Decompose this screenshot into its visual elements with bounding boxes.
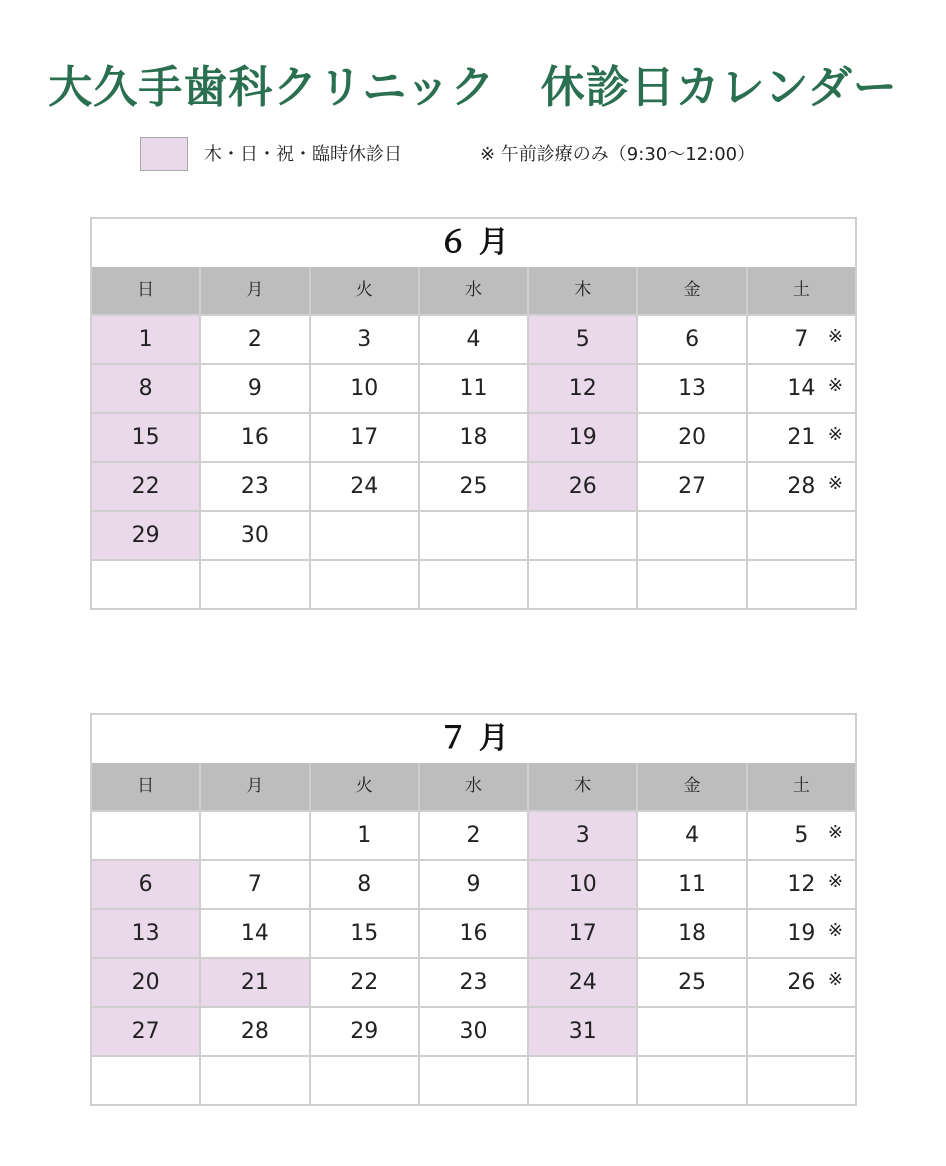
weekday-header: 月	[201, 267, 308, 314]
calendar-day	[92, 512, 199, 559]
morning-only-mark: ※	[827, 326, 843, 347]
calendar-day	[201, 512, 308, 559]
day-number: 3	[575, 823, 590, 848]
day-number: 27	[678, 474, 707, 499]
day-number: 18	[459, 425, 488, 450]
calendar-grid	[92, 267, 855, 608]
day-number: 24	[568, 970, 597, 995]
calendar-day	[748, 861, 855, 908]
day-number: 25	[459, 474, 488, 499]
morning-only-mark: ※	[827, 375, 843, 396]
calendar-day	[311, 463, 418, 510]
day-number: 15	[131, 425, 160, 450]
calendar-day	[638, 414, 745, 461]
day-number: 1	[357, 823, 372, 848]
calendar-empty-cell	[92, 812, 199, 859]
morning-only-mark: ※	[827, 822, 843, 843]
calendar-day	[92, 463, 199, 510]
day-number: 14	[240, 921, 269, 946]
day-number: 22	[131, 474, 160, 499]
calendar-day	[748, 959, 855, 1006]
calendar-day	[92, 414, 199, 461]
calendar-day	[201, 861, 308, 908]
calendar-empty-cell	[201, 812, 308, 859]
calendar-day	[748, 463, 855, 510]
calendar-day	[529, 414, 636, 461]
calendar-empty-cell	[529, 512, 636, 559]
day-number: 5	[794, 823, 809, 848]
calendar-empty-cell	[92, 1057, 199, 1104]
day-number: 7	[247, 872, 262, 897]
calendar-empty-cell	[748, 1057, 855, 1104]
calendar-june	[90, 217, 857, 610]
calendar-day	[420, 910, 527, 957]
calendar-empty-cell	[748, 1008, 855, 1055]
day-number: 12	[568, 376, 597, 401]
calendar-day	[420, 316, 527, 363]
calendar-day	[420, 365, 527, 412]
day-number: 17	[350, 425, 379, 450]
calendar-day	[311, 861, 418, 908]
month-title: ７ 月	[438, 721, 509, 756]
calendar-empty-cell	[638, 1057, 745, 1104]
calendar-day	[529, 316, 636, 363]
calendar-day	[638, 861, 745, 908]
calendar-day	[92, 1008, 199, 1055]
day-number: 30	[240, 523, 269, 548]
calendar-day	[201, 316, 308, 363]
day-number: 16	[459, 921, 488, 946]
calendar-day	[201, 910, 308, 957]
calendar-day	[311, 812, 418, 859]
weekday-header: 水	[420, 763, 527, 810]
day-number: 10	[568, 872, 597, 897]
weekday-header: 月	[201, 763, 308, 810]
calendar-empty-cell	[311, 561, 418, 608]
calendar-day	[638, 463, 745, 510]
calendar-day	[529, 910, 636, 957]
morning-only-mark: ※	[827, 920, 843, 941]
day-number: 5	[575, 327, 590, 352]
morning-only-mark: ※	[827, 871, 843, 892]
calendar-day	[529, 812, 636, 859]
calendar-day	[638, 812, 745, 859]
calendar-day	[420, 414, 527, 461]
calendar-day	[92, 910, 199, 957]
calendar-grid	[92, 763, 855, 1104]
day-number: 4	[466, 327, 481, 352]
calendar-day	[92, 959, 199, 1006]
calendar-empty-cell	[748, 512, 855, 559]
calendar-day	[201, 959, 308, 1006]
day-number: 21	[240, 970, 269, 995]
day-number: 28	[240, 1019, 269, 1044]
day-number: 19	[568, 425, 597, 450]
day-number: 27	[131, 1019, 160, 1044]
calendar-empty-cell	[638, 561, 745, 608]
calendar-day	[638, 959, 745, 1006]
calendar-day	[92, 861, 199, 908]
day-number: 19	[787, 921, 816, 946]
day-number: 6	[685, 327, 700, 352]
day-number: 8	[357, 872, 372, 897]
day-number: 6	[138, 872, 153, 897]
calendar-empty-cell	[638, 512, 745, 559]
day-number: 26	[568, 474, 597, 499]
day-number: 11	[459, 376, 488, 401]
calendar-day	[420, 463, 527, 510]
weekday-header: 木	[529, 267, 636, 314]
morning-only-note: ※ 午前診療のみ（9:30～12:00）	[480, 144, 756, 165]
day-number: 1	[138, 327, 153, 352]
calendar-day	[748, 316, 855, 363]
calendar-day	[529, 861, 636, 908]
calendar-day	[748, 812, 855, 859]
calendar-day	[311, 414, 418, 461]
day-number: 16	[240, 425, 269, 450]
calendar-day	[748, 414, 855, 461]
calendar-empty-cell	[311, 1057, 418, 1104]
day-number: 21	[787, 425, 816, 450]
calendar-day	[748, 910, 855, 957]
closed-day-legend-swatch	[140, 137, 188, 171]
calendar-day	[311, 1008, 418, 1055]
calendar-day	[748, 365, 855, 412]
day-number: 24	[350, 474, 379, 499]
day-number: 22	[350, 970, 379, 995]
day-number: 3	[357, 327, 372, 352]
calendar-day	[311, 316, 418, 363]
morning-only-mark: ※	[827, 424, 843, 445]
weekday-header: 土	[748, 267, 855, 314]
day-number: 18	[678, 921, 707, 946]
weekday-header: 日	[92, 267, 199, 314]
calendar-day	[201, 463, 308, 510]
calendar-empty-cell	[92, 561, 199, 608]
day-number: 14	[787, 376, 816, 401]
calendar-empty-cell	[201, 561, 308, 608]
weekday-header: 木	[529, 763, 636, 810]
calendar-day	[529, 959, 636, 1006]
day-number: 26	[787, 970, 816, 995]
calendar-day	[638, 910, 745, 957]
day-number: 12	[787, 872, 816, 897]
day-number: 20	[131, 970, 160, 995]
day-number: 2	[466, 823, 481, 848]
calendar-empty-cell	[420, 512, 527, 559]
weekday-header: 火	[311, 763, 418, 810]
calendar-day	[201, 365, 308, 412]
calendar-empty-cell	[311, 512, 418, 559]
day-number: 13	[678, 376, 707, 401]
morning-only-mark: ※	[827, 473, 843, 494]
day-number: 31	[568, 1019, 597, 1044]
calendar-empty-cell	[420, 561, 527, 608]
day-number: 11	[678, 872, 707, 897]
calendar-day	[420, 812, 527, 859]
day-number: 2	[247, 327, 262, 352]
calendar-day	[420, 1008, 527, 1055]
calendar-empty-cell	[201, 1057, 308, 1104]
calendar-day	[92, 365, 199, 412]
calendar-day	[201, 414, 308, 461]
calendar-empty-cell	[529, 561, 636, 608]
day-number: 30	[459, 1019, 488, 1044]
calendar-day	[311, 959, 418, 1006]
page-title: 大久手歯科クリニック 休診日カレンダー	[48, 62, 898, 113]
calendar-day	[311, 365, 418, 412]
calendar-day	[529, 1008, 636, 1055]
day-number: 9	[247, 376, 262, 401]
month-title: ６ 月	[438, 225, 509, 260]
day-number: 8	[138, 376, 153, 401]
calendar-day	[638, 316, 745, 363]
calendar-day	[529, 463, 636, 510]
weekday-header: 火	[311, 267, 418, 314]
calendar-empty-cell	[529, 1057, 636, 1104]
day-number: 29	[350, 1019, 379, 1044]
calendar-day	[92, 316, 199, 363]
day-number: 4	[685, 823, 700, 848]
weekday-header: 土	[748, 763, 855, 810]
day-number: 23	[459, 970, 488, 995]
day-number: 23	[240, 474, 269, 499]
day-number: 15	[350, 921, 379, 946]
weekday-header: 金	[638, 763, 745, 810]
calendar-day	[420, 959, 527, 1006]
calendar-day	[638, 365, 745, 412]
morning-only-mark: ※	[827, 969, 843, 990]
day-number: 29	[131, 523, 160, 548]
day-number: 20	[678, 425, 707, 450]
calendar-empty-cell	[638, 1008, 745, 1055]
day-number: 13	[131, 921, 160, 946]
closed-day-legend-label: 木・日・祝・臨時休診日	[204, 144, 402, 165]
day-number: 10	[350, 376, 379, 401]
calendar-empty-cell	[420, 1057, 527, 1104]
day-number: 25	[678, 970, 707, 995]
calendar-day	[529, 365, 636, 412]
calendar-day	[311, 910, 418, 957]
day-number: 17	[568, 921, 597, 946]
calendar-day	[201, 1008, 308, 1055]
weekday-header: 金	[638, 267, 745, 314]
weekday-header: 日	[92, 763, 199, 810]
weekday-header: 水	[420, 267, 527, 314]
calendar-day	[420, 861, 527, 908]
calendar-july	[90, 713, 857, 1106]
day-number: 7	[794, 327, 809, 352]
day-number: 9	[466, 872, 481, 897]
calendar-empty-cell	[748, 561, 855, 608]
day-number: 28	[787, 474, 816, 499]
